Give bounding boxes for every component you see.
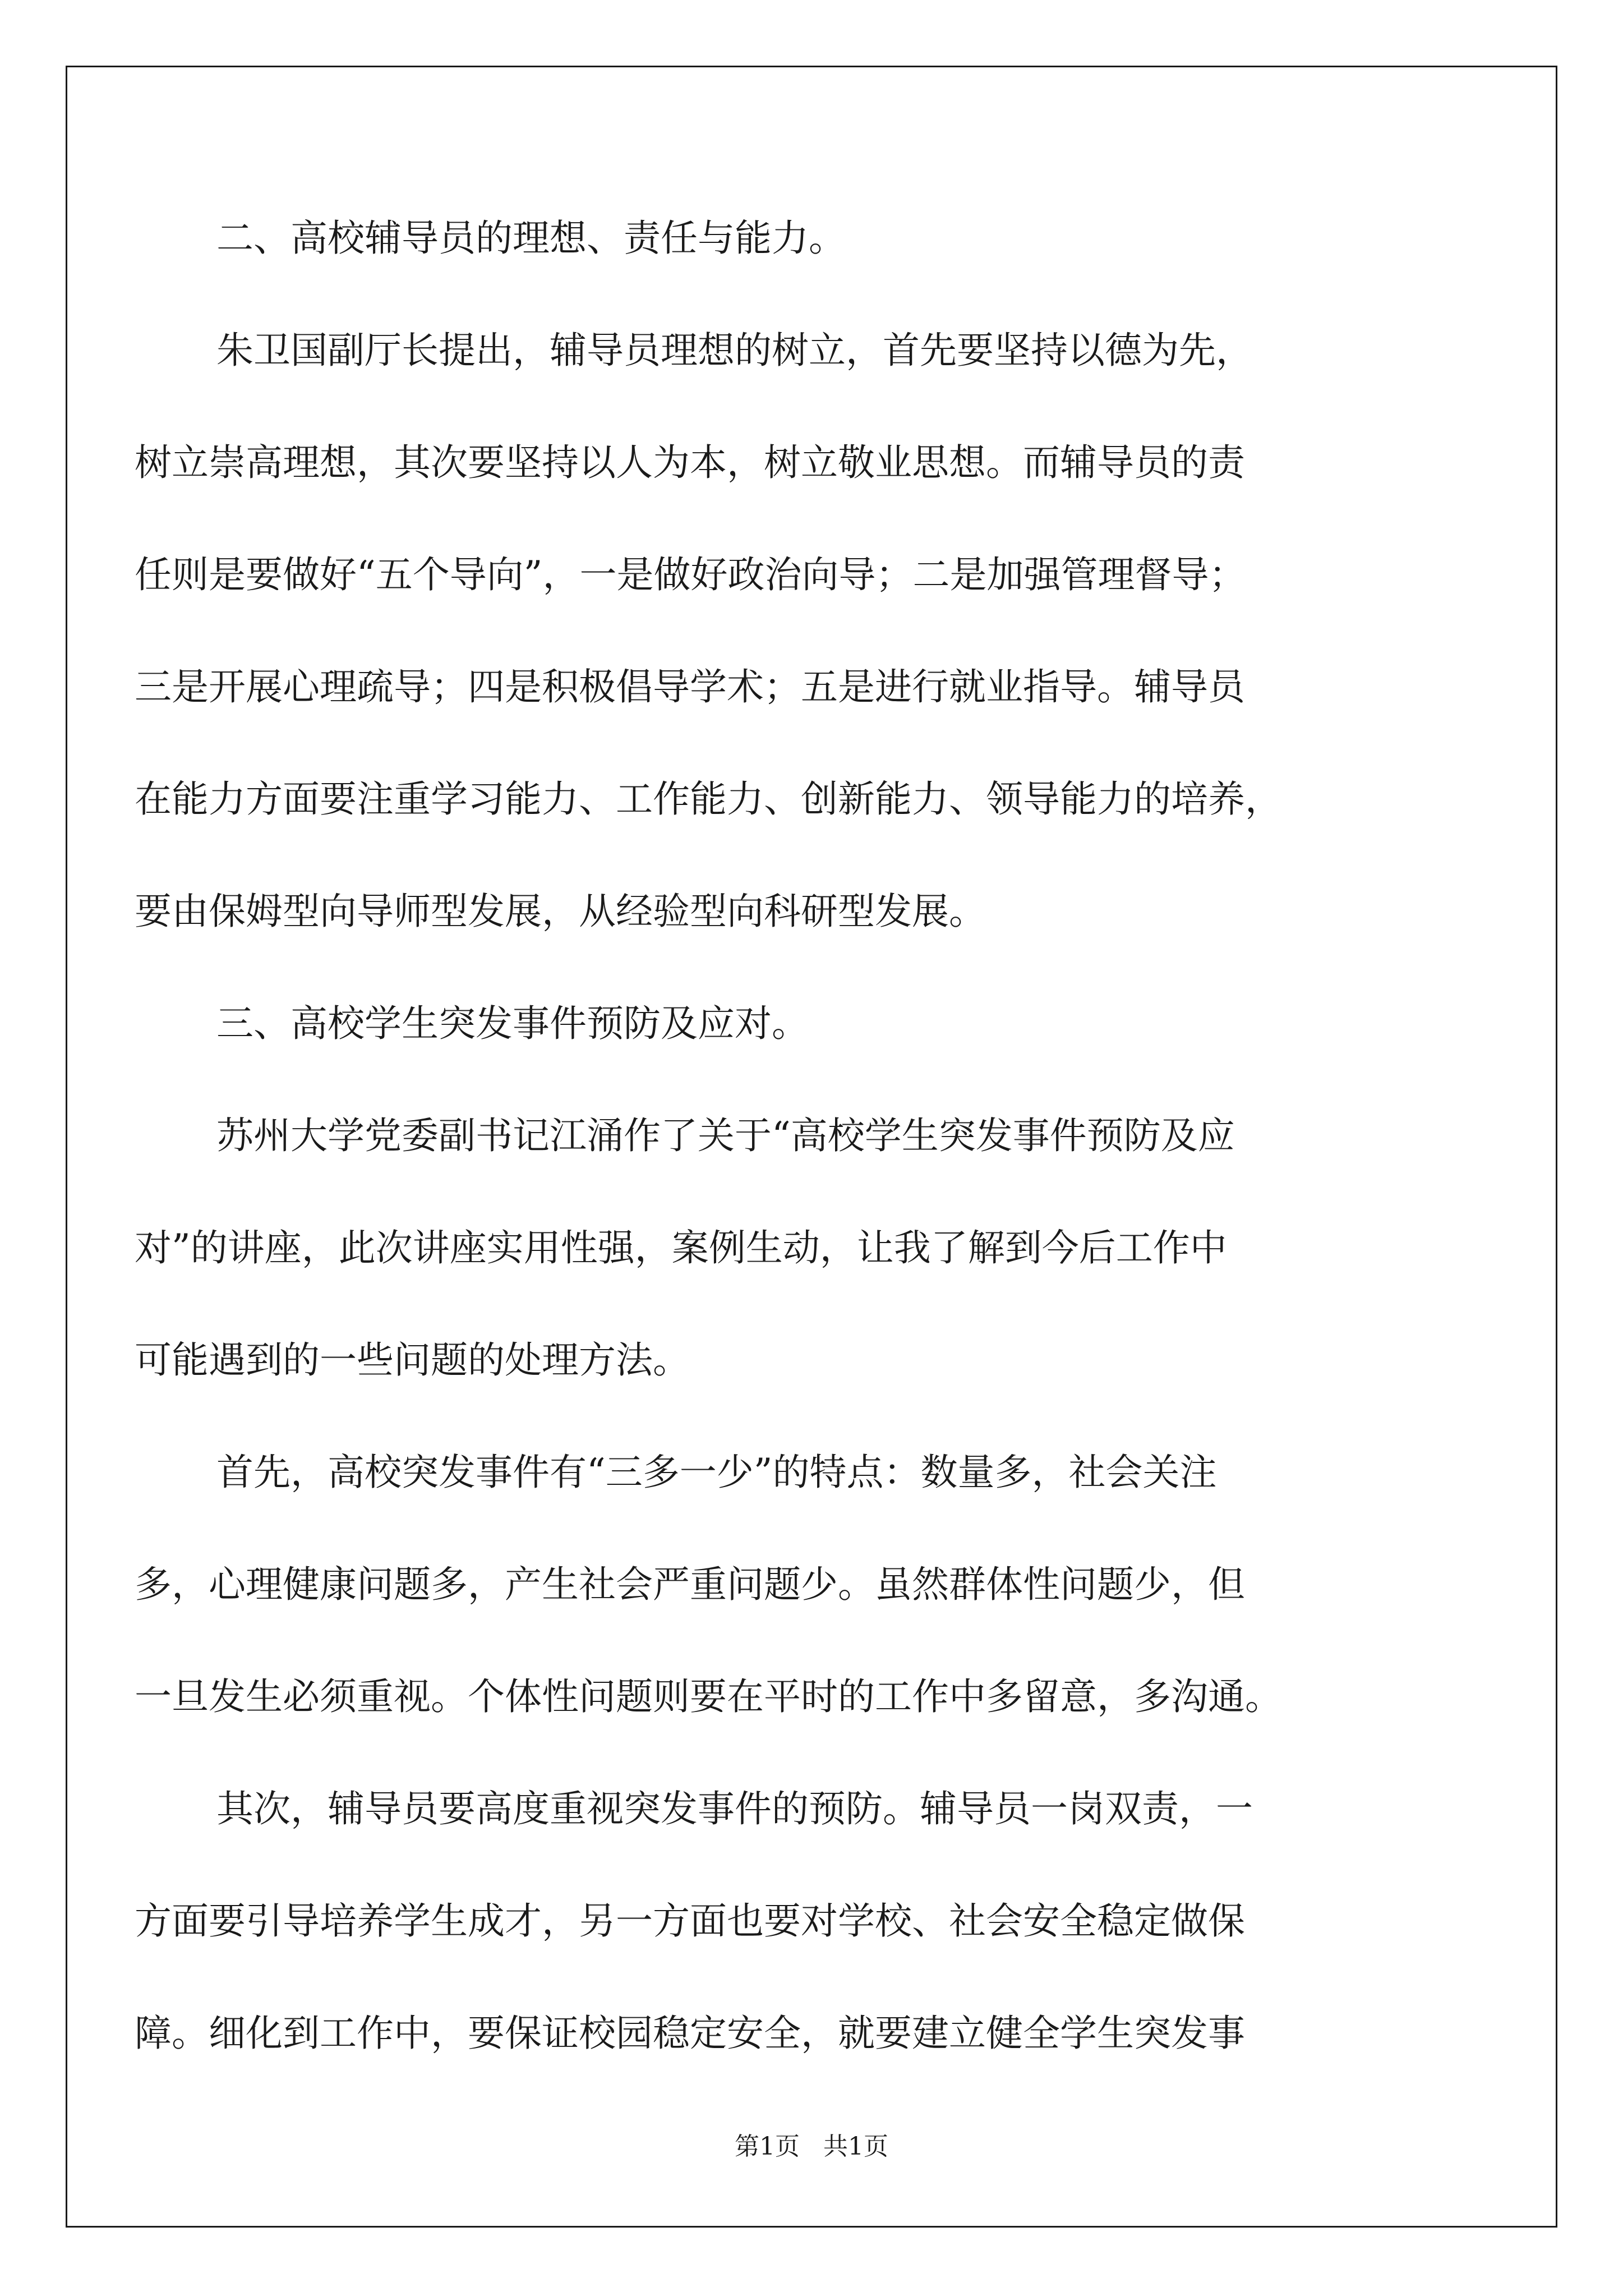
paragraph-line: 要由保姆型向导师型发展，从经验型向科研型发展。 bbox=[135, 890, 986, 933]
paragraph-line: 首先，高校突发事件有“三多一少”的特点：数量多，社会关注 bbox=[216, 1451, 1217, 1494]
paragraph-line: 苏州大学党委副书记江涌作了关于“高校学生突发事件预防及应 bbox=[216, 1114, 1235, 1157]
paragraph-line: 障。细化到工作中，要保证校园稳定安全，就要建立健全学生突发事 bbox=[135, 2012, 1245, 2055]
paragraph-line: 朱卫国副厅长提出，辅导员理想的树立，首先要坚持以德为先， bbox=[216, 329, 1253, 372]
page-footer bbox=[0, 2126, 1623, 2162]
paragraph-line: 在能力方面要注重学习能力、工作能力、创新能力、领导能力的培养， bbox=[135, 777, 1282, 821]
paragraph-line: 对”的讲座，此次讲座实用性强，案例生动，让我了解到今后工作中 bbox=[135, 1226, 1227, 1269]
page-number-current: 第1页 bbox=[735, 2132, 800, 2161]
page-number-total: 共1页 bbox=[823, 2132, 888, 2161]
paragraph-line: 任则是要做好“五个导向”，一是做好政治向导；二是加强管理督导； bbox=[135, 553, 1246, 596]
paragraph-line: 一旦发生必须重视。个体性问题则要在平时的工作中多留意，多沟通。 bbox=[135, 1675, 1282, 1718]
heading-section-3: 三、高校学生突发事件预防及应对。 bbox=[216, 1002, 809, 1045]
paragraph-line: 多，心理健康问题多，产生社会严重问题少。虽然群体性问题少，但 bbox=[135, 1563, 1245, 1606]
heading-section-2: 二、高校辅导员的理想、责任与能力。 bbox=[216, 217, 846, 260]
paragraph-line: 树立崇高理想，其次要坚持以人为本，树立敬业思想。而辅导员的责 bbox=[135, 441, 1245, 484]
paragraph-line: 方面要引导培养学生成才，另一方面也要对学校、社会安全稳定做保 bbox=[135, 1899, 1245, 1943]
paragraph-line: 三是开展心理疏导；四是积极倡导学术；五是进行就业指导。辅导员 bbox=[135, 665, 1245, 708]
paragraph-line: 其次，辅导员要高度重视突发事件的预防。辅导员一岗双责，一 bbox=[216, 1787, 1253, 1830]
paragraph-line: 可能遇到的一些问题的处理方法。 bbox=[135, 1338, 690, 1382]
